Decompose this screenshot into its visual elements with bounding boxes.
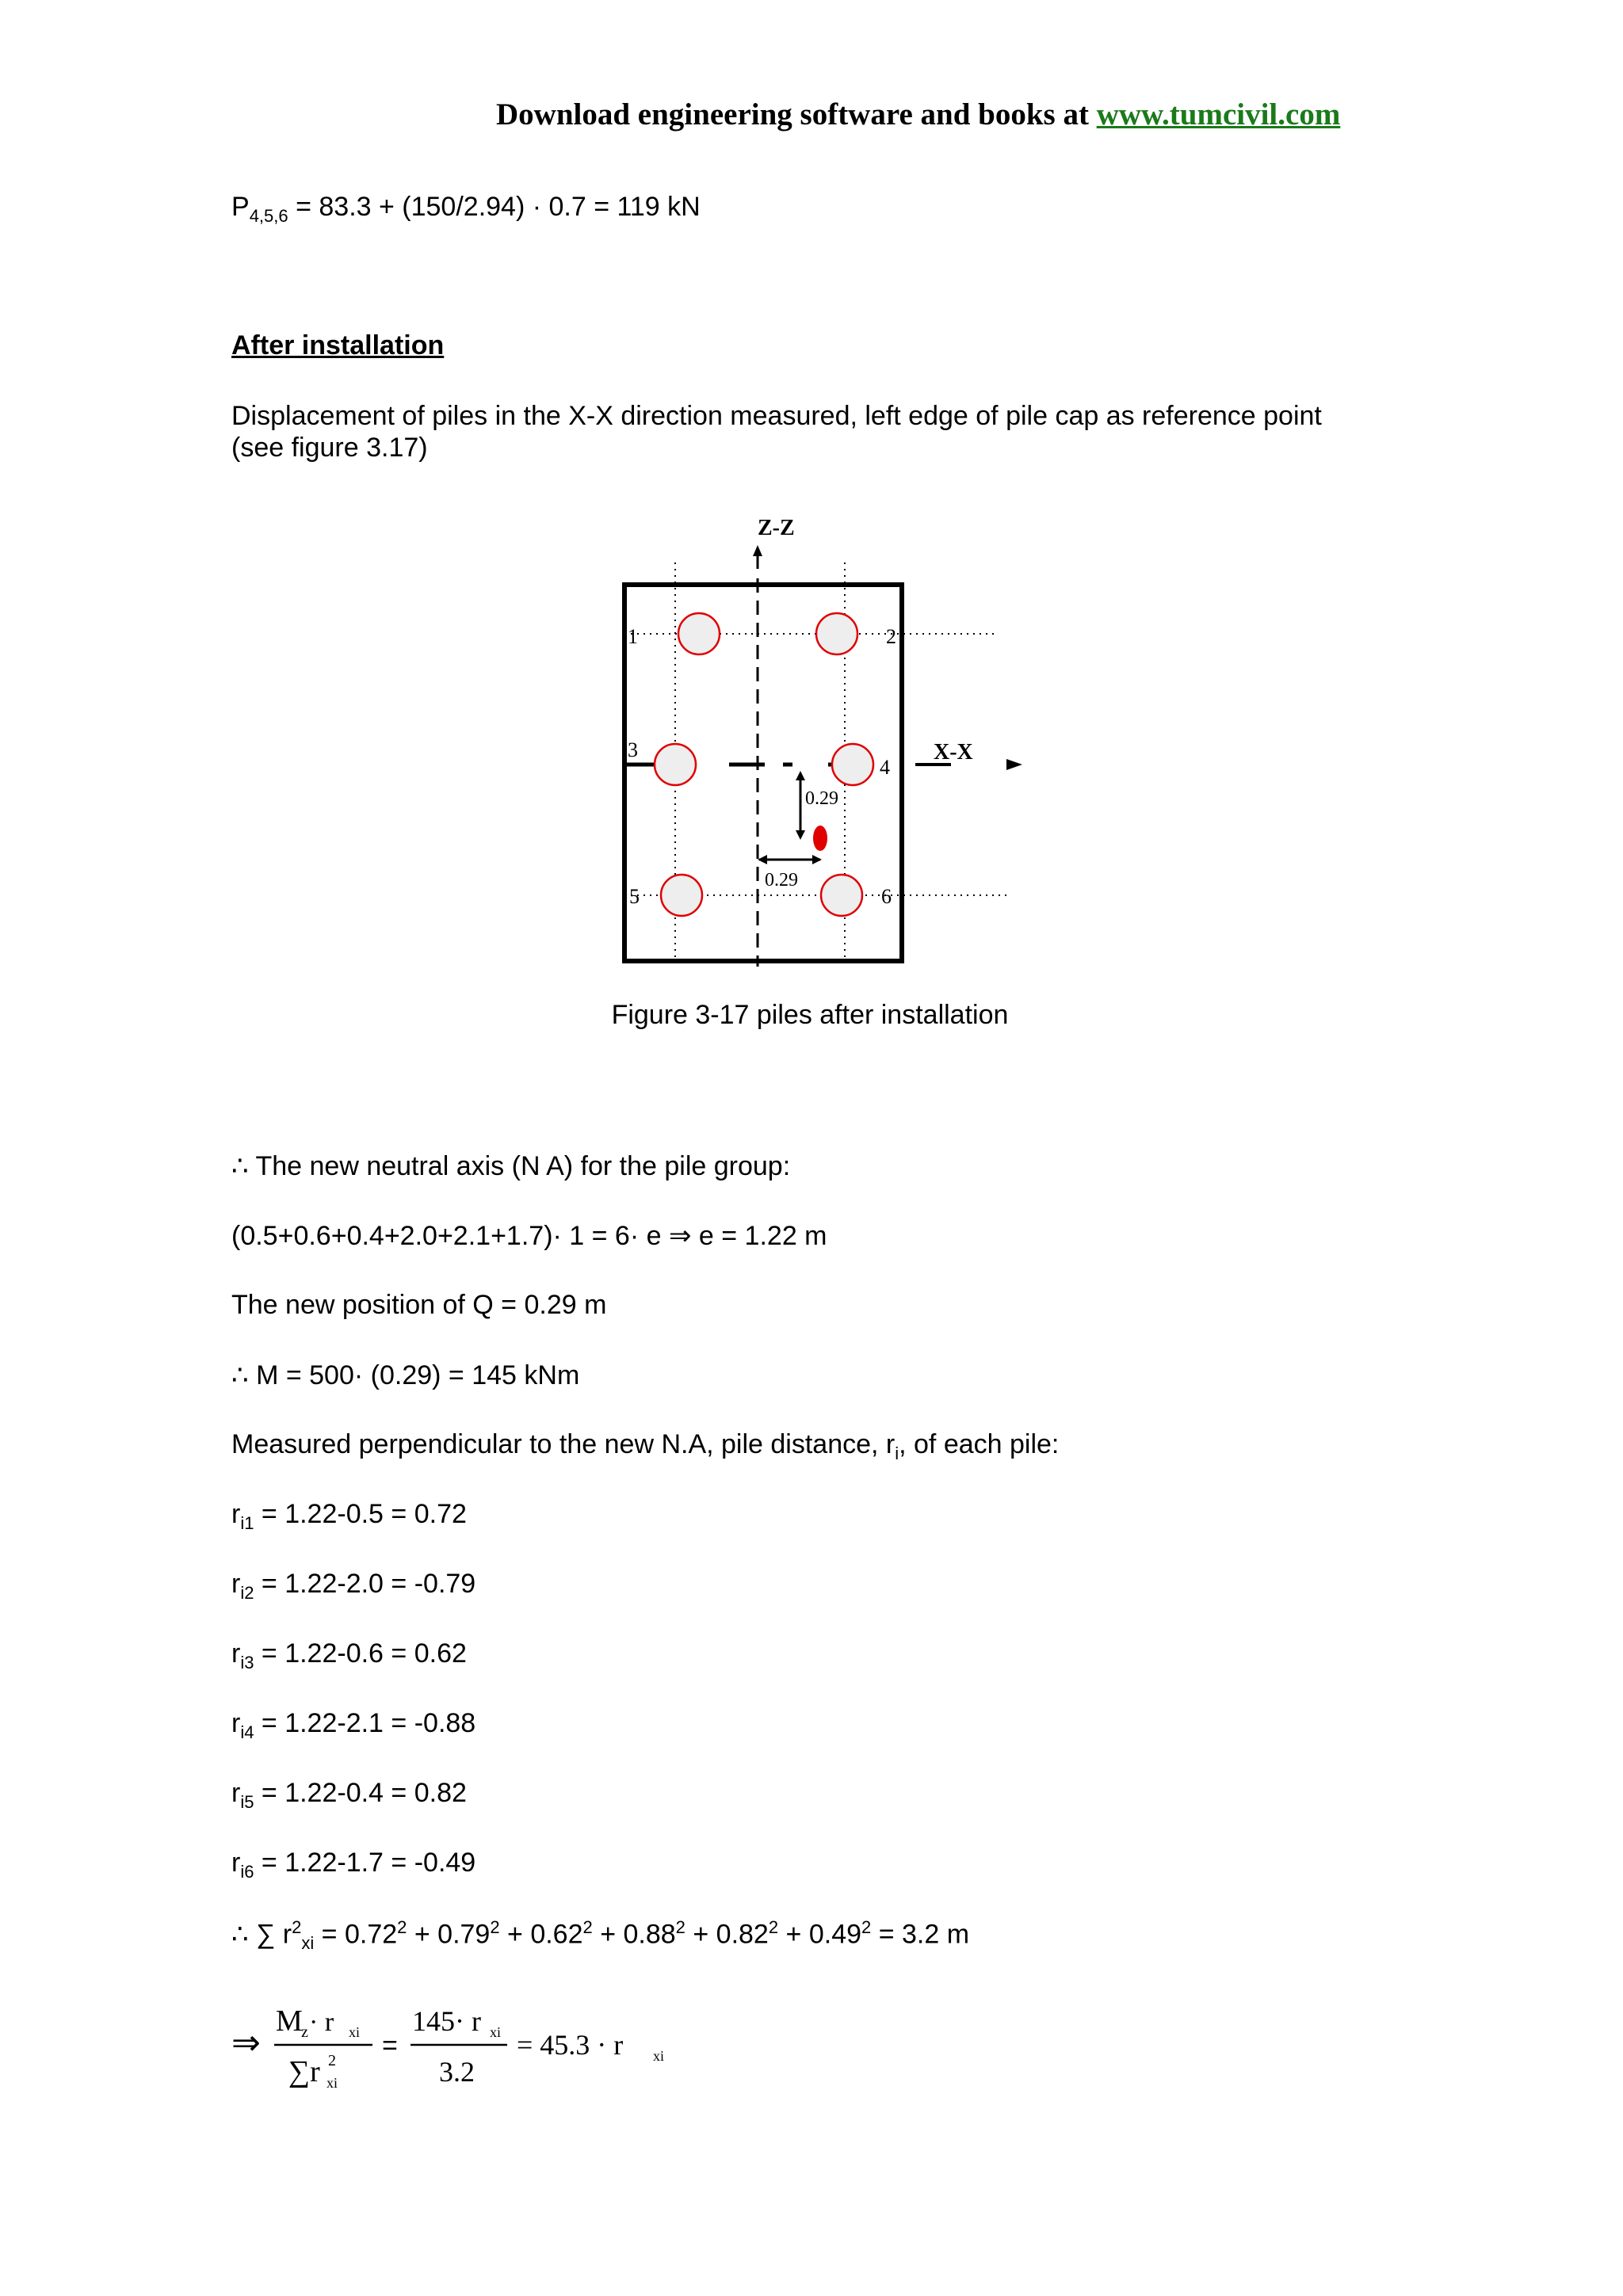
num2: 145· r — [412, 2005, 481, 2037]
zz-arrow-head — [753, 545, 762, 556]
r-sub-5: i5 — [240, 1791, 254, 1812]
den2: 3.2 — [439, 2056, 475, 2088]
implies-arrow: ⇒ — [231, 2023, 261, 2063]
equals-sign-1: = — [382, 2031, 398, 2061]
load-q-marker — [813, 826, 827, 851]
pile-1 — [678, 613, 720, 654]
pile-label-5: 5 — [629, 885, 640, 908]
moment-line: ∴ M = 500· (0.29) = 145 kNm — [231, 1360, 580, 1390]
zz-axis-label: Z-Z — [758, 516, 795, 540]
r-value-1: $r_{i1} = 1.22-0.5 = 0.72$ — [231, 1499, 467, 1533]
r-expr-2: = 1.22-2.0 = -0.79 — [254, 1569, 476, 1599]
na-line: ∴ The new neutral axis (N A) for the pile group: — [231, 1151, 791, 1181]
r-expr-4: = 1.22-2.1 = -0.88 — [254, 1708, 476, 1738]
sum-term-exp: 2 — [861, 1917, 872, 1937]
sum-sub: xi — [301, 1933, 315, 1954]
header-text: Download engineering software and books at — [496, 97, 1097, 132]
pile-5 — [661, 875, 702, 916]
sum-equation — [231, 1917, 969, 1954]
sum-term: + 0.62 — [499, 1919, 583, 1950]
r-value-3: $r_{i3} = 1.22-0.6 = 0.62$ — [231, 1638, 467, 1672]
r-value-6: $r_{i6} = 1.22-1.7 = -0.49$ — [231, 1848, 476, 1882]
xx-axis-label: X-X — [934, 740, 973, 765]
dim-horizontal-right-arrow — [812, 855, 822, 864]
sum-term: + 0.49 — [778, 1919, 862, 1950]
den1-sup: 2 — [328, 2052, 336, 2069]
dim-vertical-label: 0.29 — [805, 788, 838, 809]
dim-horizontal-label: 0.29 — [765, 870, 798, 891]
page-header — [496, 97, 1526, 132]
sum-term: + 0.88 — [592, 1919, 676, 1950]
e-equation: (0.5+0.6+0.4+2.0+2.1+1.7)· 1 = 6· e ⇒ e = 1.22 m — [231, 1221, 827, 1251]
den1-sum: ∑r — [288, 2055, 320, 2088]
num2-sub: xi — [490, 2024, 502, 2040]
num1-rest: · r — [309, 2008, 334, 2037]
section-heading: After installation — [231, 330, 445, 360]
r-sub-4: i4 — [240, 1722, 254, 1742]
sum-suffix: = 3.2 m — [871, 1919, 970, 1950]
figure-caption — [0, 1000, 1623, 1031]
dim-vertical-top-arrow — [796, 771, 805, 780]
p-subscript: 4,5,6 — [249, 205, 288, 226]
q-position: The new position of Q = 0.29 m — [231, 1290, 607, 1320]
sum-term-exp: 2 — [675, 1917, 685, 1937]
sum-term-exp: 2 — [490, 1917, 500, 1937]
pile-label-4: 4 — [880, 756, 890, 779]
den1-sub: xi — [327, 2075, 338, 2091]
r-value-2: $r_{i2} = 1.22-2.0 = -0.79$ — [231, 1569, 476, 1603]
pile-3 — [655, 744, 696, 785]
r-value-4: $r_{i4} = 1.22-2.1 = -0.88$ — [231, 1708, 476, 1742]
pile-label-3: 3 — [628, 738, 638, 761]
pile-figure — [602, 507, 1046, 974]
pile-4 — [832, 744, 873, 785]
sum-term: = 0.72 — [314, 1919, 398, 1950]
pile-label-2: 2 — [886, 625, 896, 648]
figure-caption-text: Figure 3-17 piles after installation — [611, 1000, 1009, 1030]
sum-sup: 2 — [292, 1917, 302, 1937]
sum-term: + 0.79 — [407, 1919, 491, 1950]
sum-term: + 0.82 — [685, 1919, 769, 1950]
r-sub-2: i2 — [240, 1582, 254, 1603]
dim-horizontal-left-arrow — [758, 855, 767, 864]
num1-rest-sub: xi — [349, 2024, 361, 2040]
r-sub-1: i1 — [240, 1512, 254, 1533]
r-expr-3: = 1.22-0.6 = 0.62 — [254, 1638, 467, 1669]
result: = 45.3 · r — [517, 2029, 624, 2061]
p-label: P — [231, 192, 250, 222]
r-expr-1: = 1.22-0.5 = 0.72 — [254, 1499, 467, 1529]
p456-equation — [231, 192, 701, 227]
r-value-5: $r_{i5} = 1.22-0.4 = 0.82$ — [231, 1778, 467, 1812]
xx-arrow-head — [1006, 759, 1022, 770]
r-expr-6: = 1.22-1.7 = -0.49 — [254, 1848, 476, 1878]
num1-m-sub: z — [301, 2023, 308, 2041]
sum-term-exp: 2 — [582, 1917, 593, 1937]
measured-sub: i — [895, 1443, 899, 1463]
measured-text: Measured perpendicular to the new N.A, pile distance, r — [231, 1429, 896, 1459]
result-sub: xi — [653, 2048, 665, 2064]
intro-paragraph: Displacement of piles in the X-X direction measured, left edge of pile cap as reference point (see figure 3.17) — [231, 401, 1322, 463]
final-equation — [231, 1985, 707, 2111]
pile-label-1: 1 — [628, 625, 638, 648]
r-sub-3: i3 — [240, 1652, 254, 1672]
sum-prefix: ∴ ∑ r — [231, 1919, 292, 1950]
measured-text-end: , of each pile: — [899, 1429, 1060, 1459]
r-sub-6: i6 — [240, 1861, 254, 1882]
measured-line — [231, 1429, 1059, 1464]
r-expr-5: = 1.22-0.4 = 0.82 — [254, 1778, 467, 1808]
sum-term-exp: 2 — [397, 1917, 407, 1937]
pile-2 — [816, 613, 857, 654]
num1-m: M — [276, 2004, 303, 2038]
sum-term-exp: 2 — [768, 1917, 779, 1937]
dim-vertical-bottom-arrow — [796, 830, 805, 840]
p-expression: = 83.3 + (150/2.94) · 0.7 = 119 kN — [288, 192, 701, 222]
pile-6 — [821, 875, 862, 916]
pile-label-6: 6 — [881, 885, 892, 908]
header-link[interactable]: www.tumcivil.com — [1096, 97, 1341, 132]
